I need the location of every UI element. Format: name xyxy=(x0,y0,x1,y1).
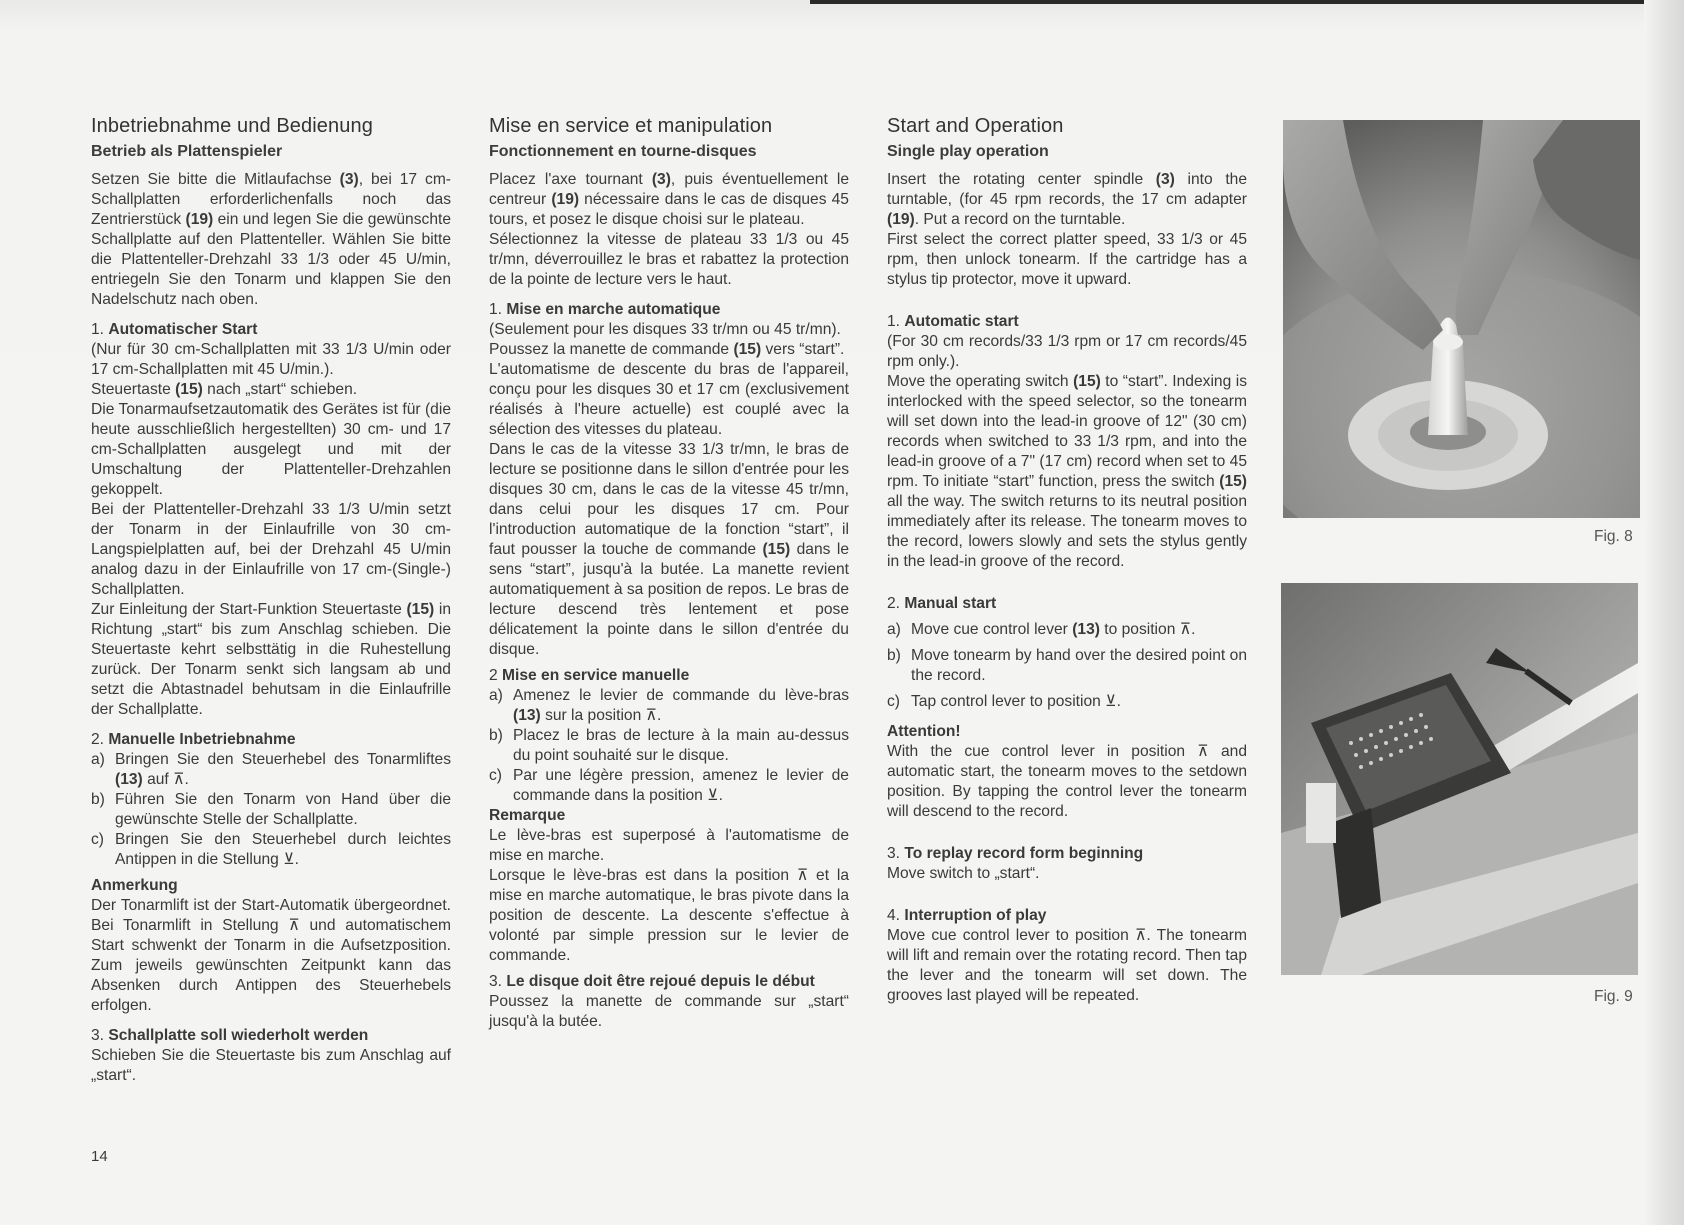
german-s3-heading: 3. Schallplatte soll wiederholt werden xyxy=(91,1027,369,1044)
english-s4-heading: 4. Interruption of play xyxy=(887,907,1047,924)
english-note: With the cue control lever in position ⊼ and automatic start, the tonearm moves to the setdown position. By tapping the control lever the tonearm will descend to the record. xyxy=(887,743,1247,820)
english-intro-2: First select the correct platter speed, 33 1/3 or 45 rpm, then unlock tonearm. If the cartridge has a stylus tip protector, move it upward. xyxy=(887,231,1247,288)
german-s1-p5: Zur Einleitung der Start-Funktion Steuertaste (15) in Richtung „start“ bis zum Anschlag schieben. Die Steuertaste kehrt selbsttätig in die Ruhestellung zurück. Der Tonarm senkt sich langsam ab und setzt die Abtastnadel behutsam in die Einlaufrille der Schallplatte. xyxy=(91,601,451,718)
french-s1-p4: Dans le cas de la vitesse 33 1/3 tr/mn, le bras de lecture se positionne dans le sillon d'entrée pour les disques 30 cm, dans le cas de la vitesse 45 tr/mn, dans celui pour les disques 17 cm. Pour l'introduction automatique de la fonction “start”, il faut pousser la touche de commande (15) dans le sens “start”, jusqu'à la butée. La manette revient automatiquement à sa position de repos. Le bras de lecture descend très lentement et pose délicatement la pointe dans le sillon d'entrée du disque. xyxy=(489,441,849,658)
french-note-2: Lorsque le lève-bras est dans la position ⊼ et la mise en marche automatique, le bras pivote dans la position de descente. La descente s'effectue à volonté par simple pression sur le levier de commande. xyxy=(489,867,849,964)
german-s1-p2: Steuertaste (15) nach „start“ schieben. xyxy=(91,381,358,398)
french-s1-p1: (Seulement pour les disques 33 tr/mn ou 45 tr/mn). xyxy=(489,321,841,338)
english-s2-c: c) Tap control lever to position ⊻. xyxy=(887,693,1121,710)
french-note-1: Le lève-bras est superposé à l'automatisme de mise en marche. xyxy=(489,827,849,864)
french-title: Mise en service et manipulation xyxy=(489,115,773,137)
french-column xyxy=(489,116,849,1032)
german-s2-heading: 2. Manuelle Inbetriebnahme xyxy=(91,731,296,748)
french-subtitle: Fonctionnement en tourne-disques xyxy=(489,143,757,160)
german-title: Inbetriebnahme und Bedienung xyxy=(91,115,373,137)
fig8-photo xyxy=(1283,120,1640,518)
german-s1-p4: Bei der Plattenteller-Drehzahl 33 1/3 U/min setzt der Tonarm in der Einlaufrille von 30 cm-Langspielplatten auf, bei der Drehzahl 45 U/min analog dazu in der Einlaufrille von 17 cm-(Single-) Schallplatten. xyxy=(91,501,451,598)
english-title: Start and Operation xyxy=(887,115,1064,137)
english-s4: Move cue control lever to position ⊼. The tonearm will lift and remain over the rotating record. Then tap the lever and the tonearm will set down. The grooves last played will be repeated. xyxy=(887,927,1247,1004)
german-s1-p3: Die Tonarmaufsetzautomatik des Gerätes ist für (die heute ausschließlich hergestellten) 30 cm- und 17 cm-Schallplatten ausgelegt und mit der Umschaltung der Plattenteller-Drehzahlen gekoppelt. xyxy=(91,401,451,498)
english-note-title: Attention! xyxy=(887,723,961,740)
fig9-image xyxy=(1281,583,1638,975)
french-note-title: Remarque xyxy=(489,807,566,824)
french-s2-c: c) Par une légère pression, amenez le levier de commande dans la position ⊻. xyxy=(489,767,849,804)
page-number: 14 xyxy=(91,1148,108,1165)
french-s1-p2: Poussez la manette de commande (15) vers “start”. xyxy=(489,341,845,358)
french-s2-b: b) Placez le bras de lecture à la main au-dessus du point souhaité sur le disque. xyxy=(489,727,849,764)
french-s2-a: a) Amenez le levier de commande du lève-bras (13) sur la position ⊼. xyxy=(489,687,849,724)
french-intro: Placez l'axe tournant (3), puis éventuellement le centreur (19) nécessaire dans le cas de disques 45 tours, et posez le disque choisi sur le plateau. xyxy=(489,171,849,228)
german-note: Der Tonarmlift ist der Start-Automatik übergeordnet. Bei Tonarmlift in Stellung ⊼ und automatischem Start schwenkt der Tonarm in die Aufsetzposition. Zum jeweils gewünschten Zeitpunkt kann das Absenken durch Antippen des Steuerhebels erfolgen. xyxy=(91,897,451,1014)
english-s3-heading: 3. To replay record form beginning xyxy=(887,845,1144,862)
german-subtitle: Betrieb als Plattenspieler xyxy=(91,143,283,160)
top-edge-line xyxy=(810,0,1684,4)
french-s1-heading: 1. Mise en marche automatique xyxy=(489,301,721,318)
english-subtitle: Single play operation xyxy=(887,143,1049,160)
german-s3: Schieben Sie die Steuertaste bis zum Anschlag auf „start“. xyxy=(91,1047,451,1084)
german-s2-b: b) Führen Sie den Tonarm von Hand über die gewünschte Stelle der Schallplatte. xyxy=(91,791,451,828)
french-s1-p3: L'automatisme de descente du bras de l'appareil, conçu pour les disques 30 et 17 cm (exclusivement réalisés à l'heure actuelle) est couplé avec la sélection des vitesses du plateau. xyxy=(489,361,849,438)
german-note-title: Anmerkung xyxy=(91,877,178,894)
german-s2-a: a) Bringen Sie den Steuerhebel des Tonarmliftes (13) auf ⊼. xyxy=(91,751,451,788)
english-s1-p1: (For 30 cm records/33 1/3 rpm or 17 cm records/45 rpm only.). xyxy=(887,333,1247,370)
english-s1-p2: Move the operating switch (15) to “start”. Indexing is interlocked with the speed selector, so the tonearm will set down into the lead-in groove of 12" (30 cm) records when switched to 33 1/3 rpm, and into the lead-in groove of a 7" (17 cm) record when set to 45 rpm. To initiate “start” function, press the switch (15) all the way. The switch returns to its neutral position immediately after its release. The tonearm moves to the record, lowers slowly and sets the stylus gently in the lead-in groove of the record. xyxy=(887,373,1247,570)
german-s2-c: c) Bringen Sie den Steuerhebel durch leichtes Antippen in die Stellung ⊻. xyxy=(91,831,451,868)
german-s1-heading: 1. Automatischer Start xyxy=(91,321,258,338)
english-column xyxy=(887,116,1247,1006)
fig8-image xyxy=(1283,120,1640,518)
english-s3: Move switch to „start“. xyxy=(887,865,1040,882)
english-s2-a: a) Move cue control lever (13) to position ⊼. xyxy=(887,621,1196,638)
french-intro-2: Sélectionnez la vitesse de plateau 33 1/3 ou 45 tr/mn, déverrouillez le bras et rabattez la protection de la pointe de lecture vers le haut. xyxy=(489,231,849,288)
fig9-caption: Fig. 9 xyxy=(1594,988,1633,1005)
french-s3: Poussez la manette de commande sur „start“ jusqu'à la butée. xyxy=(489,993,849,1030)
page-edge-shadow xyxy=(1644,0,1684,1225)
german-column xyxy=(91,116,451,1086)
fig9-photo xyxy=(1281,583,1638,975)
german-s1-p1: (Nur für 30 cm-Schallplatten mit 33 1/3 U/min oder 17 cm-Schallplatten mit 45 U/min.). xyxy=(91,341,451,378)
fig8-caption: Fig. 8 xyxy=(1594,528,1633,545)
french-s3-heading: 3. Le disque doit être rejoué depuis le début xyxy=(489,973,815,990)
english-s2-b: b) Move tonearm by hand over the desired point on the record. xyxy=(887,647,1247,684)
english-s2-heading: 2. Manual start xyxy=(887,595,997,612)
english-s1-heading: 1. Automatic start xyxy=(887,313,1019,330)
french-s2-heading: 2 Mise en service manuelle xyxy=(489,667,690,684)
english-intro: Insert the rotating center spindle (3) into the turntable, (for 45 rpm records, the 17 cm adapter (19). Put a record on the turntable. xyxy=(887,171,1247,228)
german-intro: Setzen Sie bitte die Mitlaufachse (3), bei 17 cm-Schallplatten erforderlichenfalls noch das Zentrierstück (19) ein und legen Sie die gewünschte Schallplatte auf den Plattenteller. Wählen Sie bitte die Plattenteller-Drehzahl 33 1/3 oder 45 U/min, entriegeln Sie den Tonarm und klappen Sie den Nadelschutz nach oben. xyxy=(91,171,452,308)
